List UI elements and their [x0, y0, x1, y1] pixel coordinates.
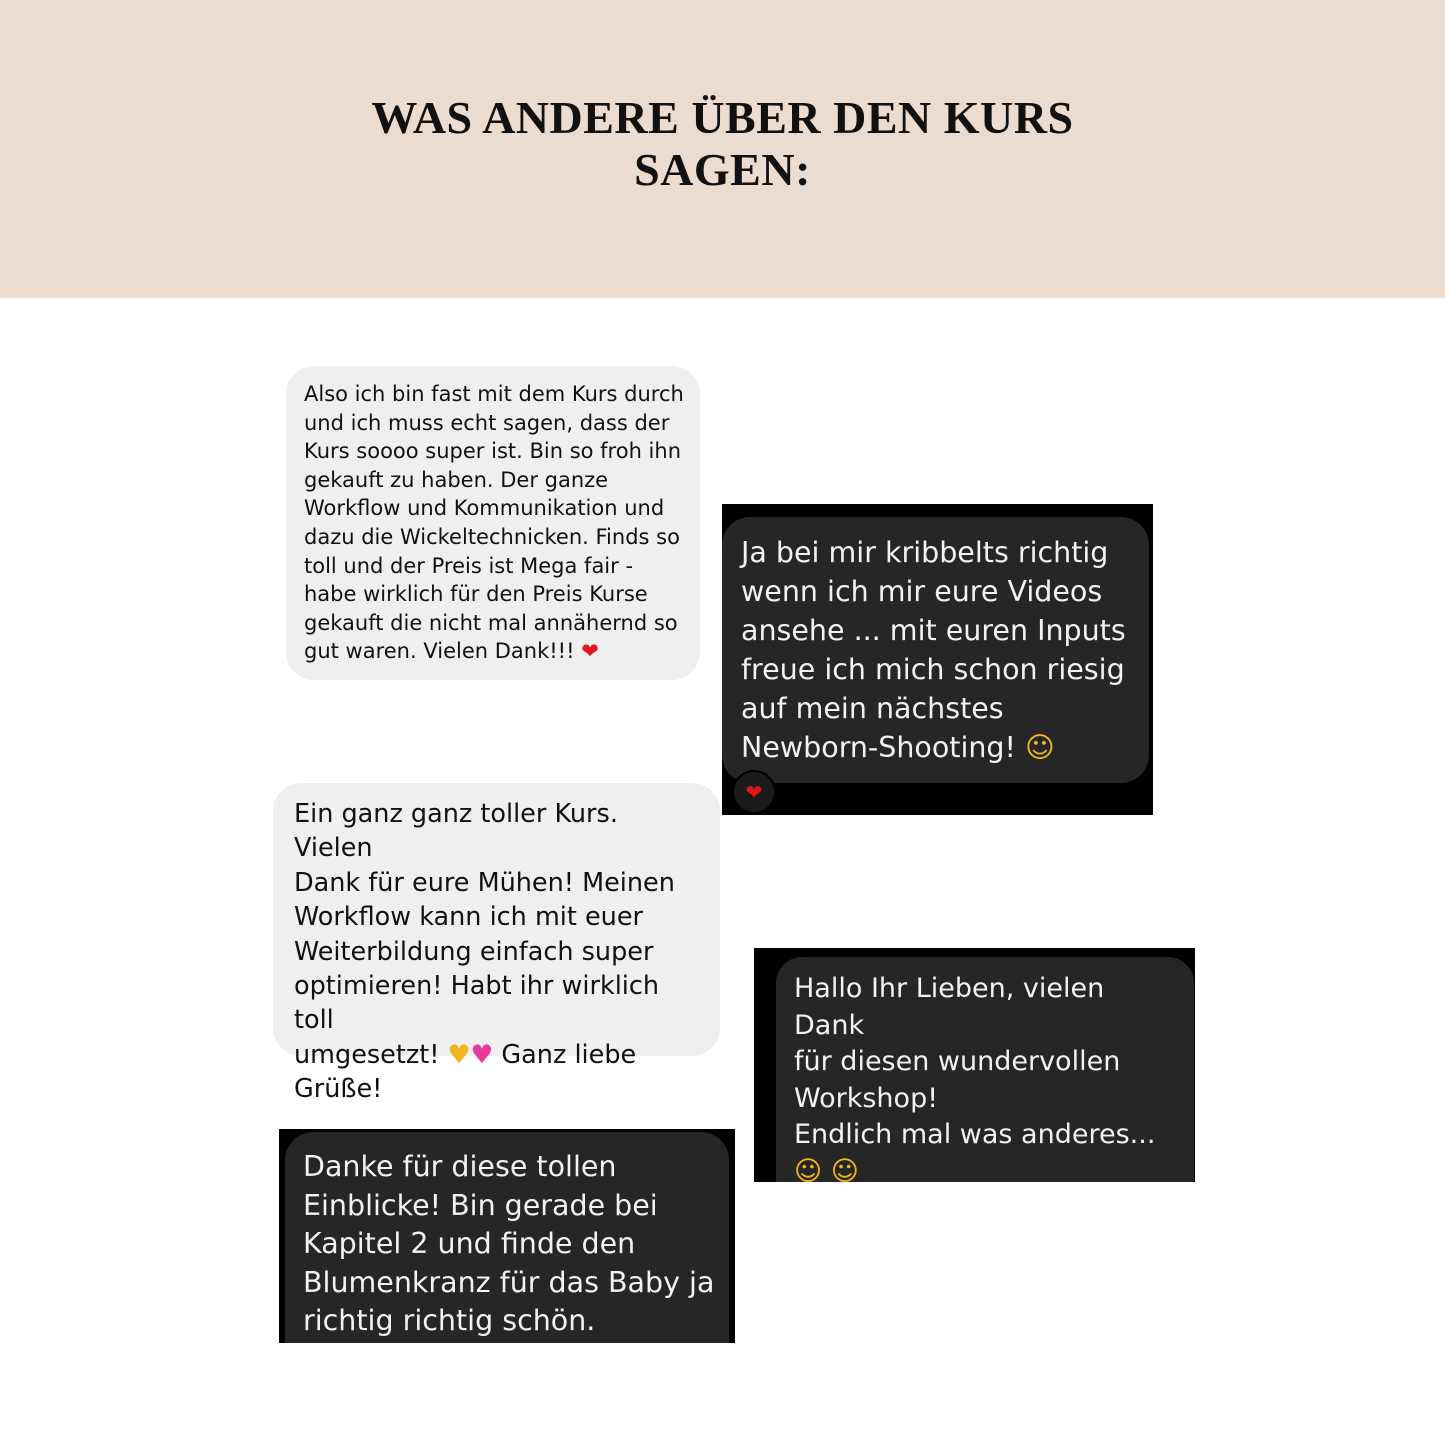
testimonial-text-3-body: Ein ganz ganz toller Kurs. Vielen Dank für eure Mühen! Meinen Workflow kann ich mit euer Weiterbildung einfach super optimieren! Habt ihr wirklich toll umgesetzt!	[294, 799, 675, 1070]
testimonial-text-4-body: Hallo Ihr Lieben, vielen Dank für diesen wundervollen Workshop! Endlich mal was anderes...	[794, 973, 1156, 1150]
testimonial-text-1	[304, 380, 684, 666]
testimonial-text-1-body: Also ich bin fast mit dem Kurs durch und ich muss echt sagen, dass der Kurs soooo super ist. Bin so froh ihn gekauft zu haben. Der ganze Workflow und Kommunikation und dazu die Wickeltechnicken. Finds so toll und der Preis ist Mega fair - habe wirklich für den Preis Kurse gekauft die nicht mal annähernd so gut waren. Vielen Dank!!!	[304, 382, 684, 664]
testimonial-text-3	[294, 797, 702, 1107]
page-title-line-1: WAS ANDERE ÜBER DEN KURS	[371, 92, 1074, 143]
testimonial-text-2-body: Ja bei mir kribbelts richtig wenn ich mir eure Videos ansehe ... mit euren Inputs freue ich mich schon riesig auf mein nächstes Newborn-Shooting!	[741, 536, 1126, 764]
star-struck-icon: ☺	[830, 1155, 859, 1187]
pink-heart-icon: ♥	[470, 1039, 494, 1070]
smiling-face-with-hearts-icon: ☺	[794, 1155, 823, 1187]
page-title-line-2: SAGEN:	[634, 144, 811, 195]
red-heart-icon: ❤	[581, 639, 599, 664]
testimonial-bubble-1	[286, 366, 700, 680]
page-title	[300, 92, 1145, 196]
testimonial-text-5: Danke für diese tollen Einblicke! Bin gerade bei Kapitel 2 und finde den Blumenkranz für das Baby ja richtig richtig schön.	[303, 1150, 715, 1338]
heart-reaction-icon: ❤	[732, 770, 776, 814]
testimonial-bubble-4	[776, 957, 1194, 1187]
header-banner	[0, 0, 1445, 298]
testimonial-bubble-3	[273, 783, 720, 1105]
smiling-face-with-hearts-icon: ☺	[1025, 731, 1055, 764]
testimonial-text-2	[741, 533, 1133, 767]
heart-hands-icon: ♥	[447, 1039, 471, 1070]
testimonial-bubble-2	[722, 517, 1149, 783]
testimonial-bubble-5	[285, 1132, 729, 1343]
testimonial-text-3-closing: Ganz liebe Grüße!	[294, 1039, 637, 1105]
testimonial-text-4	[794, 971, 1180, 1190]
